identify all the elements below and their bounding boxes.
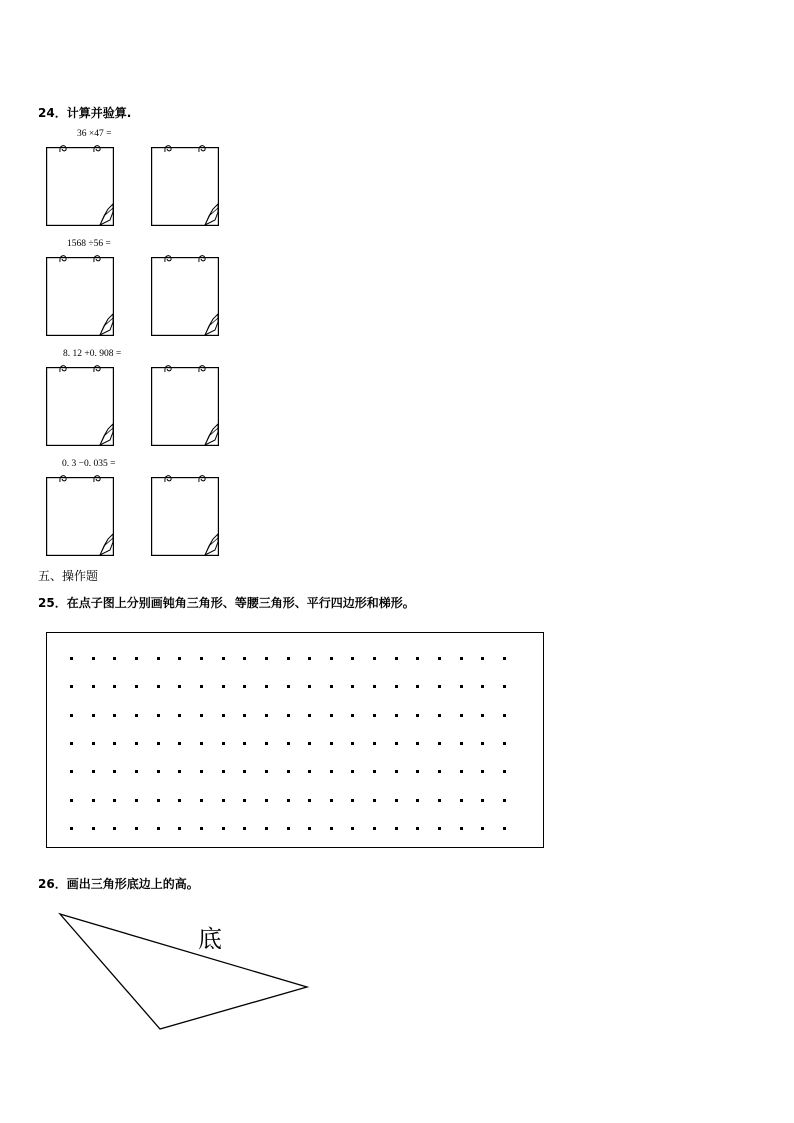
question-25-title: 25．在点子图上分别画钝角三角形、等腰三角形、平行四边形和梯形。: [38, 596, 415, 610]
problem-3-expression: 8. 12 +0. 908 =: [63, 349, 122, 359]
question-26-title: 26．画出三角形底边上的高。: [38, 877, 199, 891]
section-5-title: 五、操作题: [38, 569, 99, 583]
problem-1-expression: 36 ×47 =: [77, 129, 112, 139]
triangle-shape: [60, 914, 307, 1029]
base-label: 底: [198, 925, 222, 953]
problem-4-expression: 0. 3 −0. 035 =: [62, 459, 116, 469]
question-24-title: 24．计算并验算.: [38, 106, 132, 120]
problem-2-expression: 1568 ÷56 =: [67, 239, 111, 249]
